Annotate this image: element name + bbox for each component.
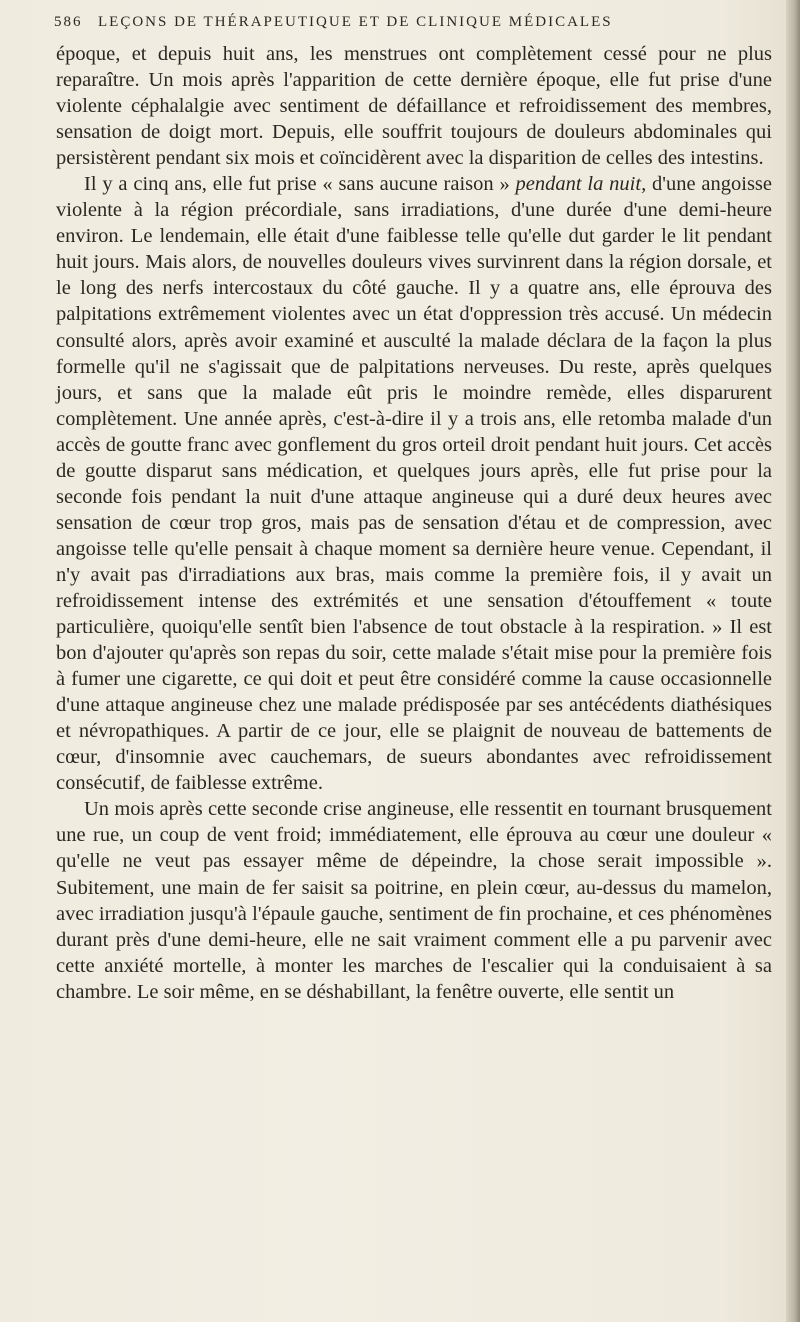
page-edge-shadow <box>786 0 800 1322</box>
paragraph-2-start: Il y a cinq ans, elle fut prise « sans aucune raison » <box>84 173 516 196</box>
paragraph-2-rest: d'une angoisse violente à la région précordiale, sans irradiations, d'une durée d'une demi-heure environ. Le lendemain, elle était d'une faiblesse telle qu'elle dut garder le lit pendant huit jours. Mais alors, de nouvelles douleurs vives survinrent dans la région dorsale, et le long des nerfs intercostaux du côté gauche. Il y a quatre ans, elle éprouva des palpitations extrêmement violentes avec un état d'oppression très accusé. Un médecin consulté alors, après avoir examiné et ausculté la malade déclara de la façon la plus formelle qu'il ne s'agissait que de palpitations nerveuses. Du reste, après quelques jours, et sans que la malade eût pris le moindre remède, elles disparurent complètement. Une année après, c'est-à-dire il y a trois ans, elle retomba malade d'un accès de goutte franc avec gonflement du gros orteil droit pendant huit jours. Cet accès de goutte disparut sans médication, et quelques jours après, elle fut prise pour la seconde fois pendant la nuit d'une attaque angineuse qui a duré deux heures avec sensation de cœur trop gros, mais pas de sensation d'étau et de compression, avec angoisse telle qu'elle pensait à chaque moment sa dernière heure venue. Cependant, il n'y avait pas d'irradiations aux bras, mais comme la première fois, il y avait un refroidissement intense des extrémités et une sensation d'étouffement « toute particulière, quoiqu'elle sentît bien l'absence de tout obstacle à la respiration. » Il est bon d'ajouter qu'après son repas du soir, cette malade s'était mise pour la première fois à fumer une cigarette, ce qui doit et peut être considéré comme la cause occasionnelle d'une attaque angineuse chez une malade prédisposée par ses antécédents diathésiques et névropathiques. A partir de ce jour, elle se plaignit de nouveau de battements de cœur, d'insomnie avec cauchemars, de sueurs abondantes avec refroidissement consécutif, de faiblesse extrême. <box>56 173 772 795</box>
paragraph-2 <box>56 171 772 796</box>
page-header <box>54 14 774 40</box>
paragraph-1: époque, et depuis huit ans, les menstrues ont complètement cessé pour ne plus reparaître. Un mois après l'apparition de cette dernière époque, elle fut prise d'une violente céphalalgie avec sentiment de défaillance et refroidissement des membres, sensation de doigt mort. Depuis, elle souffrit toujours de douleurs abdominales qui persistèrent pendant six mois et coïncidèrent avec la disparition de celles des intestins. <box>56 43 772 170</box>
running-head: LEÇONS DE THÉRAPEUTIQUE ET DE CLINIQUE MÉDICALES <box>98 14 613 30</box>
page-number: 586 <box>54 14 83 30</box>
paragraph-3: Un mois après cette seconde crise angineuse, elle ressentit en tournant brusquement une rue, un coup de vent froid; immédiatement, elle éprouva au cœur une douleur « qu'elle ne veut pas essayer même de dépeindre, la chose serait impossible ». Subitement, une main de fer saisit sa poitrine, en plein cœur, au-dessus du mamelon, avec irradiation jusqu'à l'épaule gauche, sentiment de fin prochaine, et ces phénomènes durant près d'une demi-heure, elle ne sait vraiment comment elle a pu parvenir avec cette anxiété mortelle, à monter les marches de l'escalier qui la conduisaient à sa chambre. Le soir même, en se déshabillant, la fenêtre ouverte, elle sentit un <box>56 798 772 1003</box>
body-text <box>56 41 772 1005</box>
paragraph-2-italic: pendant la nuit, <box>515 173 647 196</box>
